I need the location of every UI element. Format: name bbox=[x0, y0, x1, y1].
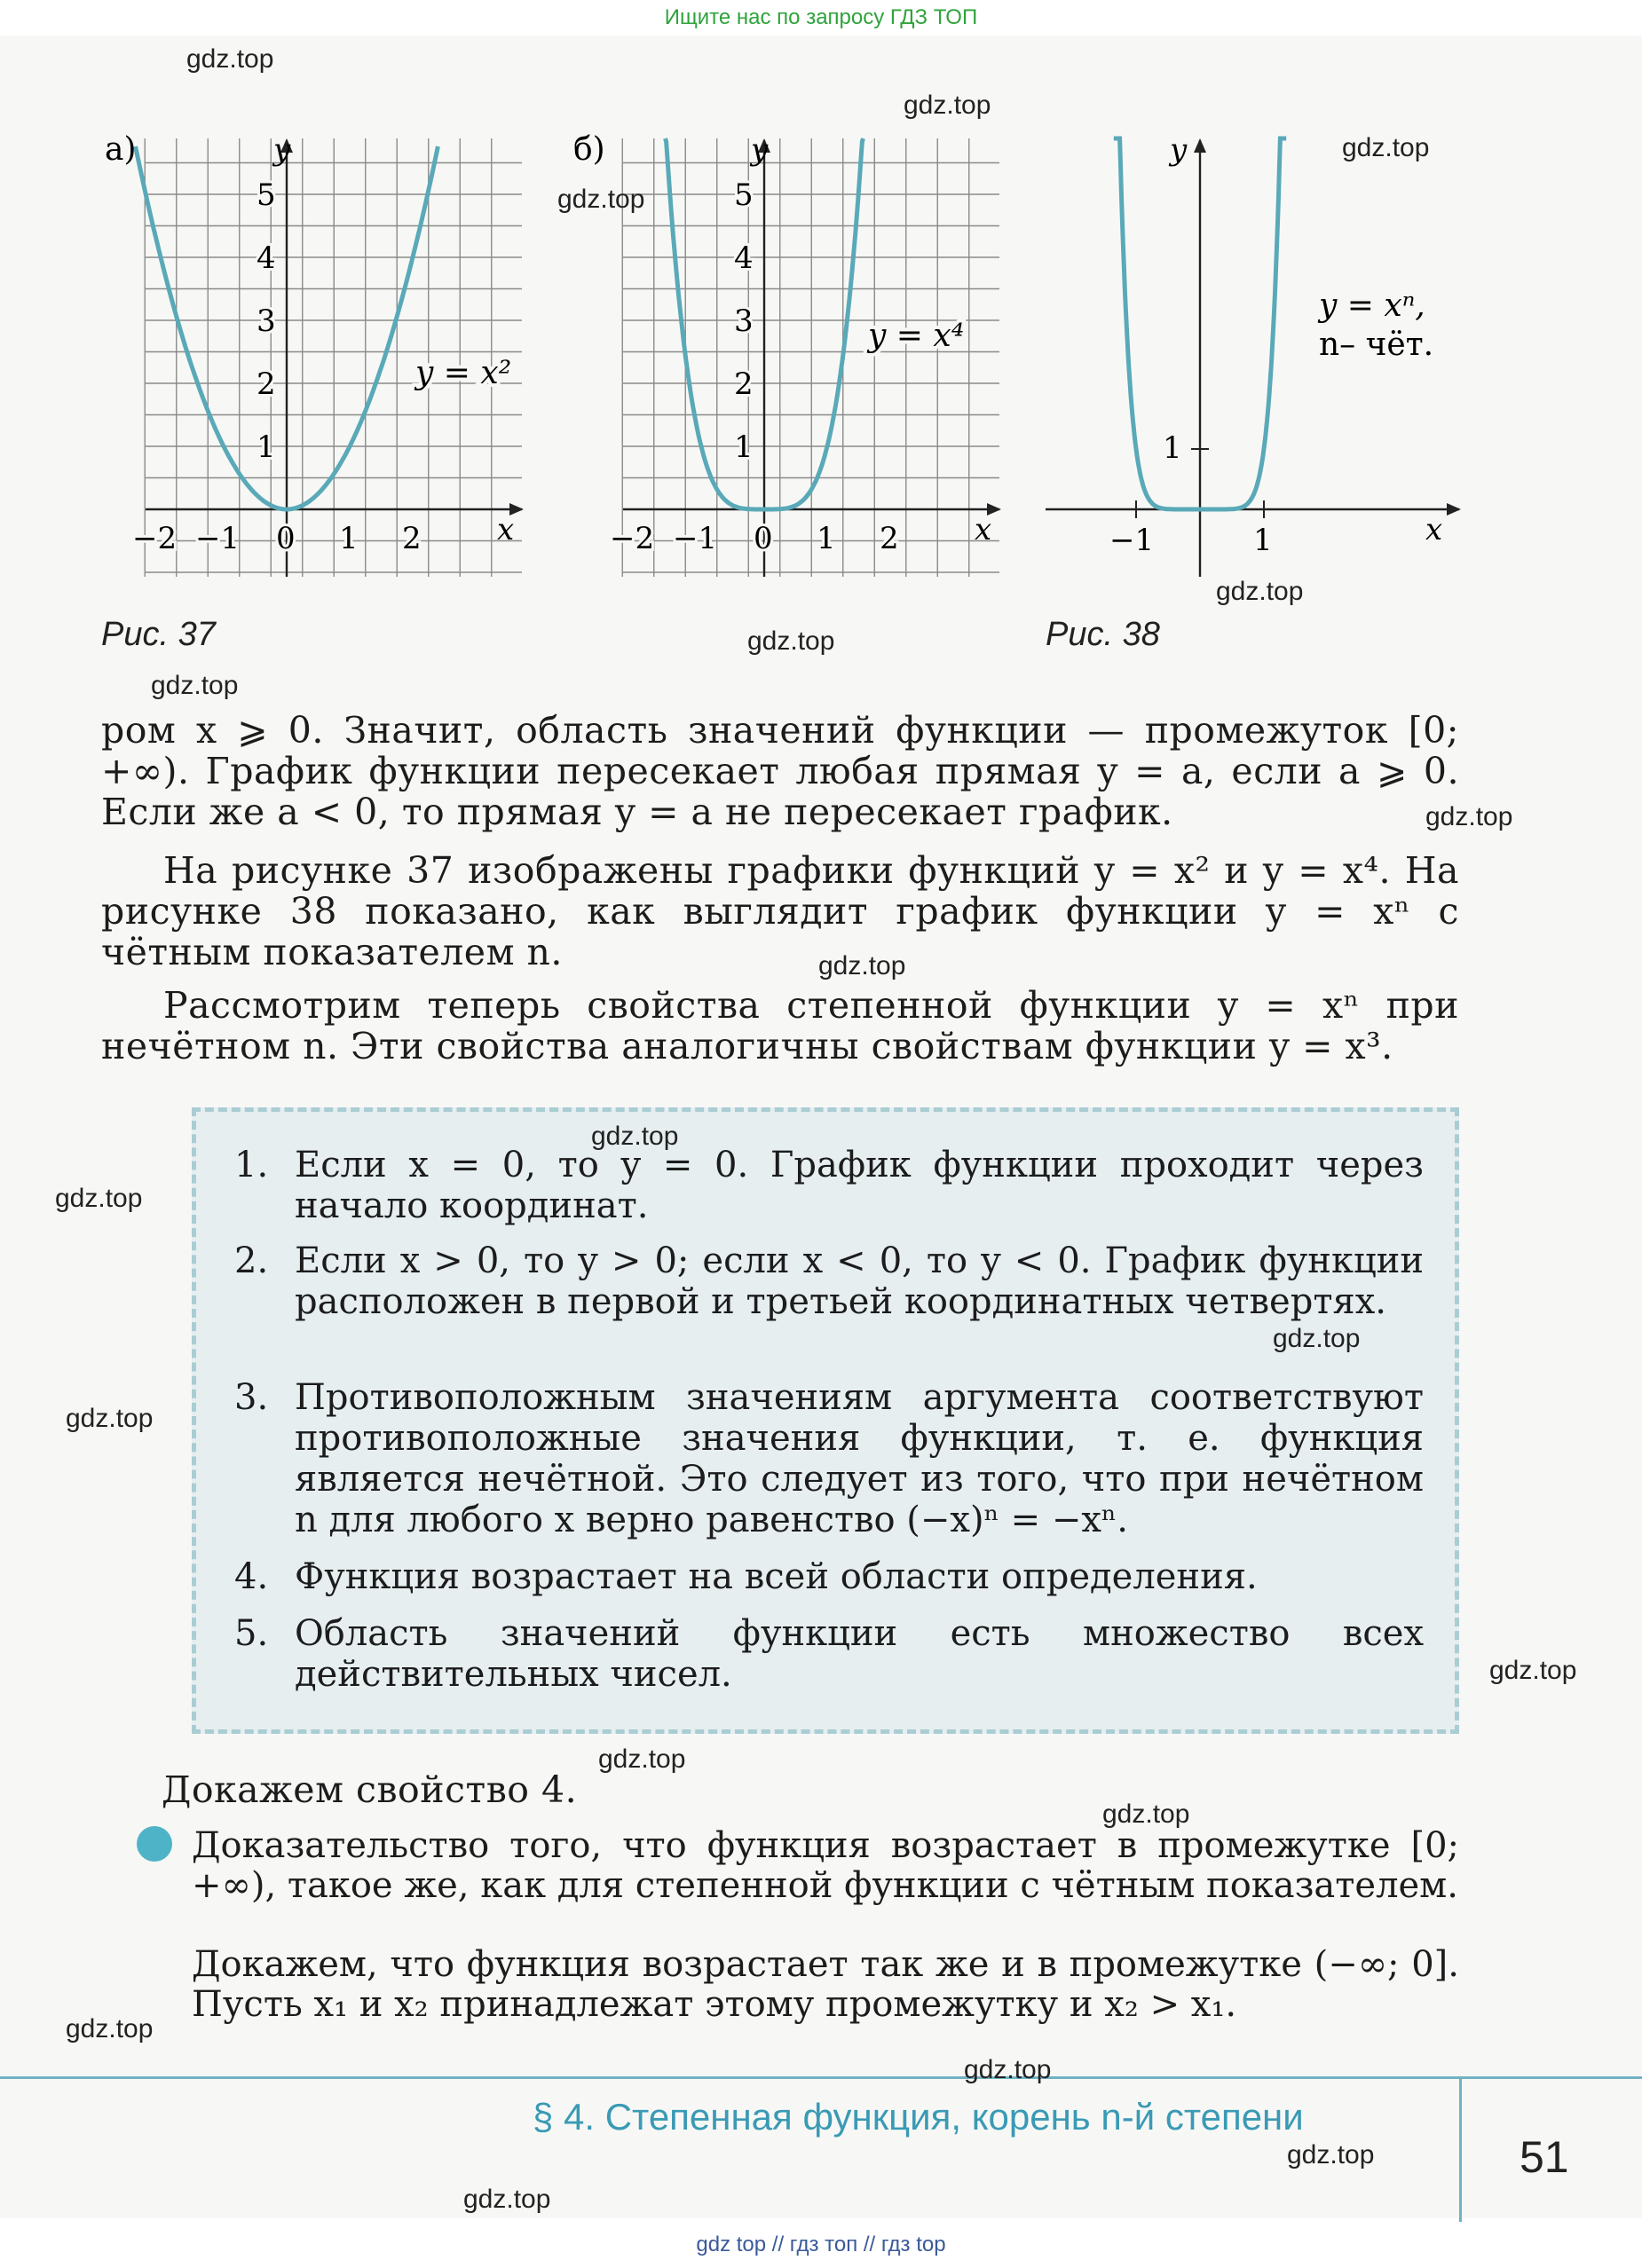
property-item bbox=[234, 1556, 1424, 1597]
property-number: 3. bbox=[234, 1377, 269, 1418]
watermark: gdz.top bbox=[557, 185, 645, 214]
figure-label-b: б) bbox=[573, 133, 605, 168]
property-item bbox=[234, 1377, 1424, 1540]
watermark: gdz.top bbox=[186, 44, 274, 74]
paragraph-odd-intro bbox=[101, 985, 1459, 1067]
y-tick: 5 bbox=[257, 177, 276, 213]
axis-x-label: x bbox=[1425, 512, 1443, 547]
figure-38-caption: Рис. 38 bbox=[1046, 616, 1160, 653]
proof-intro: Докажем свойство 4. bbox=[162, 1768, 578, 1811]
proof-bullet-icon bbox=[137, 1826, 172, 1862]
section-title: § 4. Степенная функция, корень n-й степени bbox=[533, 2096, 1304, 2138]
watermark: gdz.top bbox=[1102, 1799, 1190, 1829]
proof-paragraph-1: Доказательство того, что функция возрастает в промежутке [0; +∞), такое же, как для степенной функции с чётным показателем. bbox=[192, 1825, 1459, 1906]
axis-y-label: y bbox=[1170, 133, 1188, 168]
figure-label-a: а) bbox=[105, 133, 137, 168]
property-number: 4. bbox=[234, 1556, 269, 1597]
x-tick: 0 bbox=[754, 521, 773, 556]
y-tick: 5 bbox=[734, 177, 754, 213]
watermark: gdz.top bbox=[591, 1122, 679, 1151]
x-tick: 1 bbox=[339, 521, 359, 556]
x-tick: −2 bbox=[132, 521, 178, 556]
watermark: gdz.top bbox=[1489, 1656, 1577, 1685]
y-tick: 2 bbox=[734, 366, 754, 402]
property-text: Функция возрастает на всей области определения. bbox=[295, 1556, 1258, 1597]
curve-label-n-even: n– чёт. bbox=[1319, 327, 1434, 363]
property-text: Если x = 0, то y = 0. График функции проходит через начало координат. bbox=[295, 1145, 1424, 1226]
y-tick: 4 bbox=[734, 240, 754, 276]
watermark: gdz.top bbox=[1425, 802, 1513, 831]
watermark: gdz.top bbox=[904, 91, 991, 120]
watermark: gdz.top bbox=[66, 1404, 154, 1433]
figure-37-caption: Рис. 37 bbox=[101, 616, 216, 653]
axis-y-label: y bbox=[751, 133, 769, 168]
x-tick: 2 bbox=[880, 521, 899, 556]
footer-divider bbox=[0, 2076, 1459, 2079]
paragraph-range: ром x ⩾ 0. Значит, область значений функции — промежуток [0; +∞). График функции пересекает любая прямая y = a, если a ⩾ 0. Если же a < 0, то прямая y = a не пересекает график. bbox=[101, 709, 1459, 833]
x-tick: 0 bbox=[276, 521, 296, 556]
watermark: gdz.top bbox=[598, 1744, 686, 1774]
property-number: 2. bbox=[234, 1240, 269, 1281]
curve-label-x4: y = x⁴ bbox=[868, 318, 965, 354]
axis-x-label: x bbox=[975, 512, 992, 547]
figure-37a-graph bbox=[96, 133, 540, 595]
y-tick: 4 bbox=[257, 240, 276, 276]
watermark: gdz.top bbox=[463, 2185, 551, 2214]
curve-label-xn: y = xⁿ, bbox=[1319, 287, 1425, 324]
x-tick: 1 bbox=[817, 521, 836, 556]
y-tick: 1 bbox=[1163, 430, 1182, 466]
property-item bbox=[234, 1240, 1424, 1322]
watermark: gdz.top bbox=[747, 626, 835, 656]
y-tick: 3 bbox=[734, 303, 754, 339]
footer-links[interactable]: gdz top // гдз топ // гдз top bbox=[696, 2233, 946, 2256]
x-tick: −2 bbox=[610, 521, 655, 556]
x-tick: −1 bbox=[1109, 523, 1155, 558]
property-number: 1. bbox=[234, 1145, 269, 1185]
watermark: gdz.top bbox=[55, 1184, 143, 1213]
top-search-hint: Ищите нас по запросу ГДЗ ТОП bbox=[664, 5, 978, 29]
paragraph-figures bbox=[101, 850, 1459, 973]
watermark: gdz.top bbox=[1287, 2140, 1375, 2170]
paragraph-odd-intro-text: Рассмотрим теперь свойства степенной функции y = xⁿ при нечётном n. Эти свойства аналогичны свойствам функции y = x³. bbox=[101, 984, 1459, 1067]
property-number: 5. bbox=[234, 1613, 269, 1654]
x-tick: 1 bbox=[1253, 523, 1273, 558]
figure-37a bbox=[96, 133, 540, 595]
watermark: gdz.top bbox=[1273, 1324, 1361, 1353]
property-text: Если x > 0, то y > 0; если x < 0, то y < 0. График функции расположен в первой и третьей координатных четвертях. bbox=[295, 1240, 1424, 1322]
watermark: gdz.top bbox=[964, 2055, 1052, 2084]
x-tick: 2 bbox=[402, 521, 422, 556]
watermark: gdz.top bbox=[1342, 133, 1430, 162]
property-item bbox=[234, 1613, 1424, 1695]
y-tick: 3 bbox=[257, 303, 276, 339]
watermark: gdz.top bbox=[1216, 577, 1304, 606]
proof-paragraph-2: Докажем, что функция возрастает так же и в промежутке (−∞; 0]. Пусть x₁ и x₂ принадлежат этому промежутку и x₂ > x₁. bbox=[192, 1944, 1459, 2025]
figure-38 bbox=[1040, 133, 1484, 595]
x-tick: −1 bbox=[195, 521, 241, 556]
x-tick: −1 bbox=[673, 521, 718, 556]
paragraph-figures-text: На рисунке 37 изображены графики функций y = x² и y = x⁴. На рисунке 38 показано, как выглядит график функции y = xⁿ с чётным показателем n. bbox=[101, 849, 1459, 973]
property-text: Противоположным значениям аргумента соответствуют противоположные значения функции, т. е. функция является нечётной. Это следует из того, что при нечётном n для любого x верно равенство (−x)ⁿ = −xⁿ. bbox=[295, 1377, 1424, 1540]
watermark: gdz.top bbox=[818, 951, 906, 980]
property-text: Область значений функции есть множество всех действительных чисел. bbox=[295, 1613, 1424, 1695]
page-number: 51 bbox=[1520, 2132, 1569, 2182]
watermark: gdz.top bbox=[66, 2014, 154, 2044]
y-tick: 1 bbox=[257, 429, 276, 465]
curve-label-x2: y = x² bbox=[415, 355, 512, 391]
axis-y-label: y bbox=[273, 133, 291, 168]
watermark: gdz.top bbox=[151, 671, 239, 700]
axis-x-label: x bbox=[497, 512, 515, 547]
y-tick: 2 bbox=[257, 366, 276, 402]
property-item bbox=[234, 1145, 1424, 1226]
figure-38-graph bbox=[1040, 133, 1484, 595]
y-tick: 1 bbox=[734, 429, 754, 465]
